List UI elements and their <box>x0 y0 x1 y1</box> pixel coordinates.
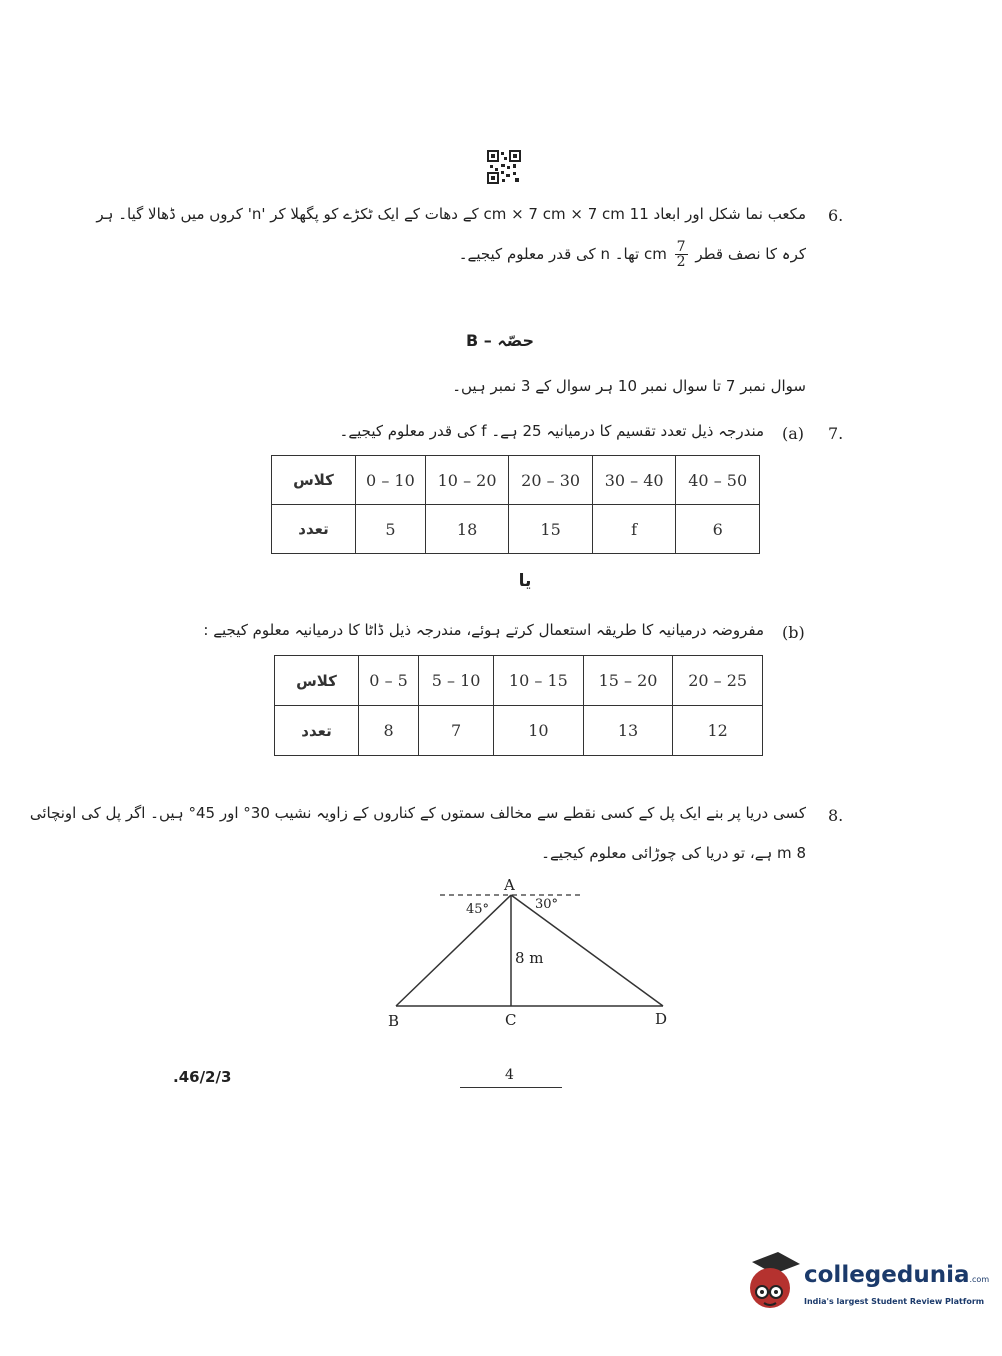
height-label: 8 m <box>515 949 544 967</box>
row-label-frequency: تعدد <box>275 706 359 756</box>
q7-part-b-text: مفروضہ درمیانیہ کا طریقہ استعمال کرتے ہوئے، مندرجہ ذیل ڈاٹا کا درمیانیہ معلوم کیجیے : <box>203 621 764 639</box>
brand-tagline: India's largest Student Review Platform <box>804 1297 985 1306</box>
table-row <box>272 505 760 554</box>
table-cell: 40 – 50 <box>676 456 760 505</box>
brand-text: collegedunia <box>804 1262 970 1288</box>
qr-code-icon <box>487 150 521 184</box>
table-cell: 30 – 40 <box>592 456 676 505</box>
q6-number: 6. <box>828 206 844 225</box>
table-cell: 7 <box>419 706 494 756</box>
table-cell: 8 <box>359 706 419 756</box>
table-cell: 12 <box>673 706 763 756</box>
marks-instruction: سوال نمبر 7 تا سوال نمبر 10 ہر سوال کے 3 نمبر ہیں۔ <box>452 377 806 395</box>
q8-number: 8. <box>828 806 844 825</box>
table-cell: 10 – 20 <box>425 456 509 505</box>
table-cell: 0 – 10 <box>356 456 426 505</box>
table-cell: 5 <box>356 505 426 554</box>
q7-part-b-label: (b) <box>782 623 805 642</box>
q7-number: 7. <box>828 424 844 443</box>
table-cell: 6 <box>676 505 760 554</box>
or-separator: یا <box>518 571 532 591</box>
table-cell: 20 – 25 <box>673 656 763 706</box>
table-cell: 15 – 20 <box>583 656 673 706</box>
q7-part-a-text: مندرجہ ذیل تعدد تقسیم کا درمیانیہ 25 ہے۔ f کی قدر معلوم کیجیے۔ <box>339 422 764 440</box>
q6-line1: مکعب نما شکل اور ابعاد 11 cm × 7 cm × 7 cm کے دھات کے ایک ٹکڑے کو پگھلا کر 'n' کروں میں ڈھالا گیا۔ ہر <box>96 205 806 223</box>
brand-suffix: .com <box>969 1275 990 1284</box>
paper-code: .46/2/3 <box>173 1068 232 1086</box>
label-d: D <box>655 1010 668 1028</box>
fraction-denominator: 2 <box>676 254 686 270</box>
label-a: A <box>504 876 515 894</box>
collegedunia-watermark <box>744 1252 990 1314</box>
fraction <box>675 240 688 269</box>
table-cell: f <box>592 505 676 554</box>
fraction-numerator: 7 <box>676 239 686 255</box>
q6-line2 <box>459 240 806 269</box>
table-cell: 10 <box>494 706 584 756</box>
table-cell: 13 <box>583 706 673 756</box>
angle-label-45: 45° <box>466 902 490 917</box>
row-label-class: کلاس <box>272 456 356 505</box>
angle-label-30: 30° <box>535 897 559 912</box>
table-cell: 0 – 5 <box>359 656 419 706</box>
row-label-frequency: تعدد <box>272 505 356 554</box>
page-number-underline <box>460 1087 562 1088</box>
q8-line1: کسی دریا پر بنے ایک پل کے کسی نقطے سے مخالف سمتوں کے کناروں کے زاویہ نشیب 30° اور 45° ہیں۔ اگر پل کی اونچائی <box>29 804 806 822</box>
section-title: حصّہ – B <box>465 331 534 350</box>
q8-line2: 8 m ہے، تو دریا کی چوڑائی معلوم کیجیے۔ <box>541 844 806 862</box>
table-row <box>275 706 763 756</box>
table-cell: 20 – 30 <box>509 456 593 505</box>
frequency-table-a <box>271 455 760 554</box>
table-cell: 5 – 10 <box>419 656 494 706</box>
table-cell: 10 – 15 <box>494 656 584 706</box>
row-label-class: کلاس <box>275 656 359 706</box>
q6-line2-post: cm تھا۔ n کی قدر معلوم کیجیے۔ <box>458 245 667 263</box>
page-number: 4 <box>505 1067 514 1083</box>
q7-part-a-label: (a) <box>782 424 805 443</box>
line-ab <box>396 895 511 1006</box>
bridge-diagram <box>380 872 680 1032</box>
q6-line2-pre: کرہ کا نصف قطر <box>695 245 806 263</box>
table-row <box>275 656 763 706</box>
table-row <box>272 456 760 505</box>
label-c: C <box>505 1011 517 1029</box>
frequency-table-b <box>274 655 763 756</box>
table-cell: 18 <box>425 505 509 554</box>
brand-name <box>804 1262 989 1288</box>
mascot-icon <box>744 1252 800 1312</box>
label-b: B <box>388 1012 400 1030</box>
table-cell: 15 <box>509 505 593 554</box>
